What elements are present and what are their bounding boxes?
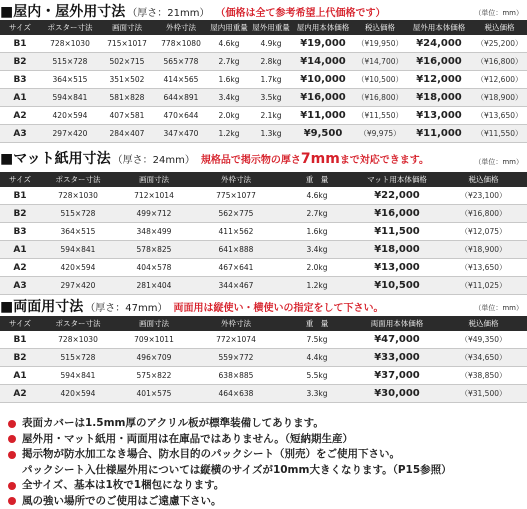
section1-title: ■屋内・屋外用寸法	[0, 4, 126, 20]
table-cell: 581×828	[100, 89, 154, 107]
note-text: 屋外用・マット紙用・両面用は在庫品ではありません。（短納期生産）	[22, 432, 353, 445]
table-cell: 420×594	[40, 385, 116, 403]
table-cell: 4.6kg	[280, 187, 354, 205]
bullet-icon	[8, 497, 16, 505]
size-cell: A2	[0, 107, 40, 125]
table-cell: （¥12,075）	[440, 223, 527, 241]
table-cell: 2.0kg	[280, 259, 354, 277]
section2-note: 規格品で掲示物の厚さ7mmまで対応できます。	[200, 151, 430, 167]
price-cell: ¥18,000	[406, 89, 472, 107]
price-cell: ¥16,000	[354, 205, 440, 223]
section3-header	[0, 296, 383, 316]
size-cell: A2	[0, 385, 40, 403]
table-cell: 420×594	[40, 107, 100, 125]
note-text: 全サイズ、基本は1枚で1梱包になります。	[22, 479, 225, 491]
table-cell: （¥16,800）	[440, 205, 527, 223]
price-cell: ¥14,000	[292, 53, 354, 71]
price-cell: ¥16,000	[406, 53, 472, 71]
table-cell: （¥11,025）	[440, 277, 527, 295]
table-cell: 594×841	[40, 241, 116, 259]
section3-note: 両面用は縦使い・横使いの指定をして下さい。	[173, 303, 384, 314]
table-cell: 464×638	[192, 385, 280, 403]
table-cell: 2.8kg	[250, 53, 292, 71]
price-cell: ¥13,000	[354, 259, 440, 277]
table-cell: 467×641	[192, 259, 280, 277]
table-cell: 404×578	[116, 259, 192, 277]
column-header: 税込価格	[472, 20, 527, 35]
table-cell: 2.0kg	[208, 107, 250, 125]
note-item	[8, 416, 523, 432]
table-cell: 728×1030	[40, 331, 116, 349]
column-header: マット用本体価格	[354, 172, 440, 187]
table-row	[0, 35, 527, 53]
size-cell: B1	[0, 331, 40, 349]
table-cell: （¥16,800）	[354, 89, 406, 107]
column-header: 画面寸法	[116, 172, 192, 187]
table-cell: 4.4kg	[280, 349, 354, 367]
section1-unit: （単位：mm）	[474, 9, 523, 17]
table-cell: 1.6kg	[208, 71, 250, 89]
table-row	[0, 223, 527, 241]
table-cell: 499×712	[116, 205, 192, 223]
bullet-icon	[8, 420, 16, 428]
table-cell: 351×502	[100, 71, 154, 89]
table-row	[0, 259, 527, 277]
table-cell: （¥19,950）	[354, 35, 406, 53]
table-cell: 364×515	[40, 71, 100, 89]
price-cell: ¥10,000	[292, 71, 354, 89]
table-cell: （¥12,600）	[472, 71, 527, 89]
price-cell: ¥10,500	[354, 277, 440, 295]
table-row	[0, 367, 527, 385]
table-cell: 348×499	[116, 223, 192, 241]
size-cell: A2	[0, 259, 40, 277]
table-row	[0, 205, 527, 223]
section2-header-row	[0, 172, 527, 187]
table-cell: 297×420	[40, 125, 100, 143]
table-cell: 638×885	[192, 367, 280, 385]
section3-unit: （単位：mm）	[474, 304, 523, 312]
table-cell: 1.6kg	[280, 223, 354, 241]
table-cell: 414×565	[154, 71, 208, 89]
column-header: 重 量	[280, 172, 354, 187]
price-cell: ¥22,000	[354, 187, 440, 205]
table-cell: 4.6kg	[208, 35, 250, 53]
size-cell: A3	[0, 125, 40, 143]
section3-table	[0, 316, 527, 403]
section2-header	[0, 148, 429, 168]
table-cell: 728×1030	[40, 187, 116, 205]
table-cell: 3.4kg	[280, 241, 354, 259]
table-cell: （¥13,650）	[440, 259, 527, 277]
column-header: 屋外用重量	[250, 20, 292, 35]
table-cell: （¥11,550）	[354, 107, 406, 125]
table-cell: 502×715	[100, 53, 154, 71]
table-cell: （¥38,850）	[440, 367, 527, 385]
table-cell: 515×728	[40, 205, 116, 223]
section1-table	[0, 20, 527, 143]
price-cell: ¥18,000	[354, 241, 440, 259]
price-cell: ¥37,000	[354, 367, 440, 385]
column-header: サイズ	[0, 172, 40, 187]
bullet-icon	[8, 482, 16, 490]
table-cell: 284×407	[100, 125, 154, 143]
table-cell: 594×841	[40, 367, 116, 385]
bullet-icon	[8, 435, 16, 443]
size-cell: B2	[0, 205, 40, 223]
section1-header	[0, 1, 385, 21]
table-cell: （¥18,900）	[472, 89, 527, 107]
column-header: 外枠寸法	[154, 20, 208, 35]
note-item	[8, 432, 523, 448]
table-cell: 641×888	[192, 241, 280, 259]
section1-subtitle: （厚さ：21mm）	[127, 8, 210, 19]
table-cell: 420×594	[40, 259, 116, 277]
table-cell: 401×575	[116, 385, 192, 403]
table-cell: （¥25,200）	[472, 35, 527, 53]
price-cell: ¥11,000	[406, 125, 472, 143]
table-cell: 1.2kg	[280, 277, 354, 295]
price-cell: ¥9,500	[292, 125, 354, 143]
table-cell: （¥31,500）	[440, 385, 527, 403]
table-cell: 3.3kg	[280, 385, 354, 403]
table-row	[0, 53, 527, 71]
table-cell: 411×562	[192, 223, 280, 241]
table-row	[0, 71, 527, 89]
price-cell: ¥30,000	[354, 385, 440, 403]
price-cell: ¥24,000	[406, 35, 472, 53]
table-row	[0, 89, 527, 107]
table-cell: 778×1080	[154, 35, 208, 53]
table-cell: 4.9kg	[250, 35, 292, 53]
table-cell: 1.7kg	[250, 71, 292, 89]
table-row	[0, 125, 527, 143]
table-cell: （¥13,650）	[472, 107, 527, 125]
table-cell: 772×1074	[192, 331, 280, 349]
price-cell: ¥47,000	[354, 331, 440, 349]
table-cell: 496×709	[116, 349, 192, 367]
size-cell: B1	[0, 187, 40, 205]
section2-unit: （単位：mm）	[474, 158, 523, 166]
table-cell: 644×891	[154, 89, 208, 107]
table-cell: 515×728	[40, 53, 100, 71]
size-cell: B3	[0, 71, 40, 89]
table-cell: 515×728	[40, 349, 116, 367]
column-header: 税込価格	[354, 20, 406, 35]
size-cell: A1	[0, 241, 40, 259]
price-cell: ¥11,000	[292, 107, 354, 125]
table-cell: 712×1014	[116, 187, 192, 205]
column-header: 重 量	[280, 316, 354, 331]
column-header: 画面寸法	[100, 20, 154, 35]
note-text: 表面カバーは1.5mm厚のアクリル板が標準装備してあります。	[22, 417, 324, 429]
size-cell: B2	[0, 53, 40, 71]
table-cell: 2.7kg	[280, 205, 354, 223]
table-cell: 364×515	[40, 223, 116, 241]
section1-note: （価格は全て参考希望上代価格です）	[215, 8, 386, 19]
column-header: ポスター寸法	[40, 172, 116, 187]
table-cell: （¥11,550）	[472, 125, 527, 143]
table-cell: 1.3kg	[250, 125, 292, 143]
note-text: 掲示物が防水加工なき場合、防水目的のパックシート（別売）をご使用下さい。	[22, 448, 400, 460]
table-cell: 562×775	[192, 205, 280, 223]
column-header: 屋内用本体価格	[292, 20, 354, 35]
column-header: 屋外用本体価格	[406, 20, 472, 35]
size-cell: B3	[0, 223, 40, 241]
table-cell: 3.4kg	[208, 89, 250, 107]
table-cell: 709×1011	[116, 331, 192, 349]
table-cell: 565×778	[154, 53, 208, 71]
table-cell: 344×467	[192, 277, 280, 295]
note-item	[8, 494, 523, 509]
table-row	[0, 241, 527, 259]
column-header: 画面寸法	[116, 316, 192, 331]
price-cell: ¥16,000	[292, 89, 354, 107]
price-cell: ¥13,000	[406, 107, 472, 125]
table-cell: 728×1030	[40, 35, 100, 53]
size-cell: A3	[0, 277, 40, 295]
table-cell: （¥34,650）	[440, 349, 527, 367]
table-cell: （¥23,100）	[440, 187, 527, 205]
table-cell: （¥9,975）	[354, 125, 406, 143]
column-header: 税込価格	[440, 172, 527, 187]
table-cell: 575×822	[116, 367, 192, 385]
note-item	[8, 447, 523, 463]
column-header: 外枠寸法	[192, 316, 280, 331]
column-header: 屋内用重量	[208, 20, 250, 35]
table-cell: 3.5kg	[250, 89, 292, 107]
table-cell: （¥49,350）	[440, 331, 527, 349]
note-item	[8, 478, 523, 494]
table-cell: （¥18,900）	[440, 241, 527, 259]
section3-title: ■両面用寸法	[0, 299, 84, 315]
price-cell: ¥11,500	[354, 223, 440, 241]
table-row	[0, 107, 527, 125]
table-row	[0, 349, 527, 367]
section1-header-row	[0, 20, 527, 35]
note-item	[8, 463, 523, 479]
table-cell: 7.5kg	[280, 331, 354, 349]
table-cell: 347×470	[154, 125, 208, 143]
bullet-icon	[8, 451, 16, 459]
table-cell: 578×825	[116, 241, 192, 259]
table-cell: 594×841	[40, 89, 100, 107]
note-text: 風の強い場所でのご使用はご遠慮下さい。	[22, 494, 222, 507]
price-cell: ¥33,000	[354, 349, 440, 367]
section2-subtitle: （厚さ：24mm）	[112, 155, 195, 166]
size-cell: B1	[0, 35, 40, 53]
size-cell: A1	[0, 89, 40, 107]
column-header: 両面用本体価格	[354, 316, 440, 331]
table-cell: 2.7kg	[208, 53, 250, 71]
column-header: ポスター寸法	[40, 316, 116, 331]
section3-header-row	[0, 316, 527, 331]
column-header: サイズ	[0, 20, 40, 35]
column-header: ポスター寸法	[40, 20, 100, 35]
size-cell: B2	[0, 349, 40, 367]
table-cell: （¥10,500）	[354, 71, 406, 89]
table-cell: 775×1077	[192, 187, 280, 205]
table-row	[0, 277, 527, 295]
table-cell: （¥14,700）	[354, 53, 406, 71]
column-header: 税込価格	[440, 316, 527, 331]
table-row	[0, 331, 527, 349]
table-cell: 281×404	[116, 277, 192, 295]
table-row	[0, 187, 527, 205]
table-cell: 2.1kg	[250, 107, 292, 125]
table-cell: 470×644	[154, 107, 208, 125]
table-cell: 5.5kg	[280, 367, 354, 385]
column-header: サイズ	[0, 316, 40, 331]
table-cell: 1.2kg	[208, 125, 250, 143]
section2-table	[0, 172, 527, 295]
price-cell: ¥19,000	[292, 35, 354, 53]
table-cell: 407×581	[100, 107, 154, 125]
table-cell: 715×1017	[100, 35, 154, 53]
table-cell: 297×420	[40, 277, 116, 295]
column-header: 外枠寸法	[192, 172, 280, 187]
table-cell: 559×772	[192, 349, 280, 367]
note-text: パックシート入仕様屋外用については縦横のサイズが10mm大きくなります。（P15参照）	[22, 463, 452, 476]
notes-list	[8, 416, 523, 509]
table-row	[0, 385, 527, 403]
price-cell: ¥12,000	[406, 71, 472, 89]
section2-title: ■マット紙用寸法	[0, 151, 111, 167]
table-cell: （¥16,800）	[472, 53, 527, 71]
size-cell: A1	[0, 367, 40, 385]
section3-subtitle: （厚さ：47mm）	[85, 303, 168, 314]
